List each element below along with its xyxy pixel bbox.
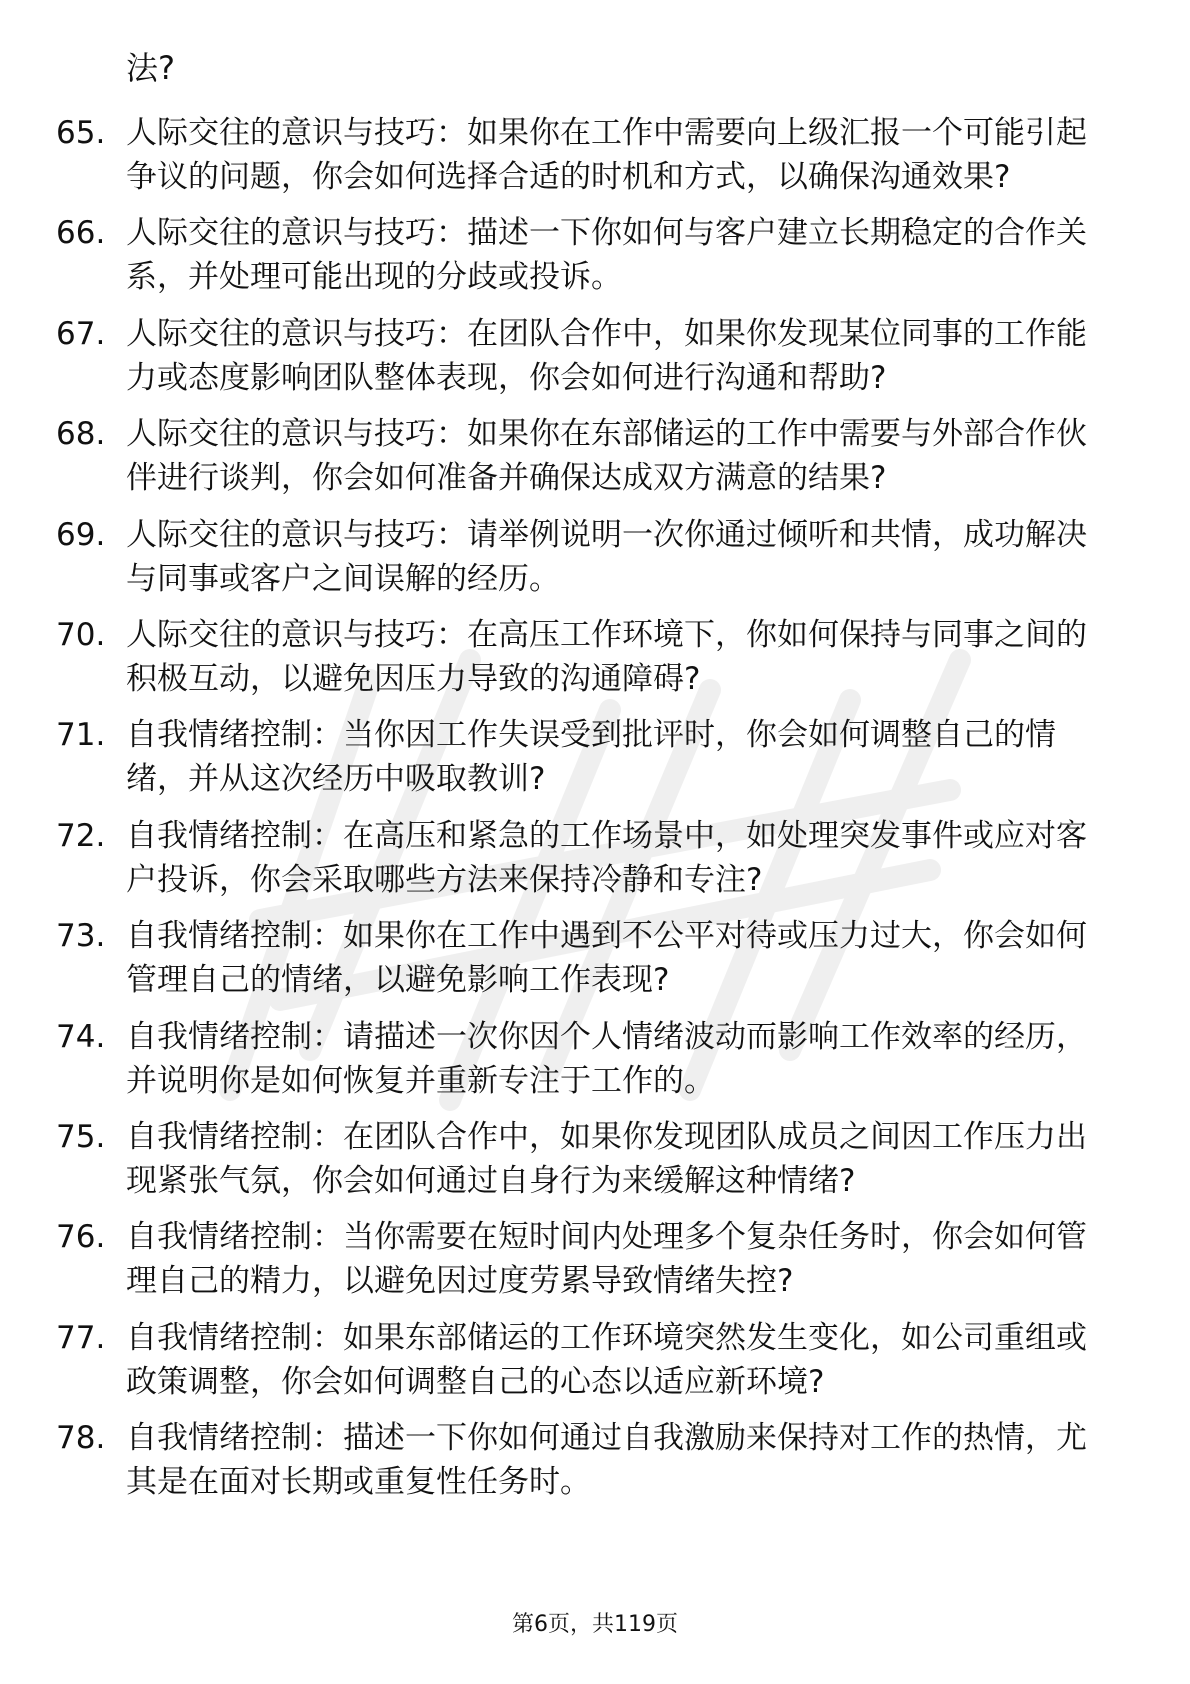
question-text: 自我情绪控制：如果东部储运的工作环境突然发生变化，如公司重组或政策调整，你会如何调整自己的心态以适应新环境? — [126, 1319, 1087, 1400]
question-number: 78. — [56, 1420, 106, 1457]
question-item — [56, 1115, 1096, 1203]
question-list — [56, 111, 1096, 1516]
question-number: 77. — [56, 1319, 106, 1356]
question-number: 65. — [56, 115, 106, 151]
question-text: 自我情绪控制：当你因工作失误受到批评时，你会如何调整自己的情绪，并从这次经历中吸取教训? — [126, 717, 1056, 798]
question-item — [56, 1015, 1096, 1103]
question-item — [56, 111, 1096, 199]
question-item — [56, 914, 1096, 1002]
question-number: 66. — [56, 215, 106, 252]
question-number: 70. — [56, 616, 106, 653]
question-text: 人际交往的意识与技巧：请举例说明一次你通过倾听和共情，成功解决与同事或客户之间误解的经历。 — [126, 516, 1087, 597]
question-item — [56, 412, 1096, 500]
question-text: 自我情绪控制：在团队合作中，如果你发现团队成员之间因工作压力出现紧张气氛，你会如何通过自身行为来缓解这种情绪? — [126, 1118, 1087, 1199]
question-item — [56, 1316, 1096, 1404]
question-text: 自我情绪控制：如果你在工作中遇到不公平对待或压力过大，你会如何管理自己的情绪，以避免影响工作表现? — [126, 918, 1087, 999]
question-item — [56, 312, 1096, 400]
question-number: 71. — [56, 717, 106, 754]
question-item — [56, 1416, 1096, 1504]
question-number: 75. — [56, 1118, 106, 1155]
question-text: 人际交往的意识与技巧：如果你在工作中需要向上级汇报一个可能引起争议的问题，你会如何选择合适的时机和方式，以确保沟通效果? — [126, 115, 1087, 195]
question-text: 人际交往的意识与技巧：在高压工作环境下，你如何保持与同事之间的积极互动，以避免因压力导致的沟通障碍? — [126, 616, 1087, 697]
question-number: 68. — [56, 416, 106, 453]
question-text: 人际交往的意识与技巧：如果你在东部储运的工作中需要与外部合作伙伴进行谈判，你会如何准备并确保达成双方满意的结果? — [126, 416, 1087, 497]
question-item — [56, 814, 1096, 902]
question-text: 自我情绪控制：当你需要在短时间内处理多个复杂任务时，你会如何管理自己的精力，以避免因过度劳累导致情绪失控? — [126, 1219, 1087, 1300]
question-number: 69. — [56, 516, 106, 553]
question-number: 73. — [56, 918, 106, 955]
question-text: 自我情绪控制：请描述一次你因个人情绪波动而影响工作效率的经历，并说明你是如何恢复并重新专注于工作的。 — [126, 1018, 1087, 1099]
question-item — [56, 1215, 1096, 1303]
question-text: 自我情绪控制：在高压和紧急的工作场景中，如处理突发事件或应对客户投诉，你会采取哪些方法来保持冷静和专注? — [126, 817, 1087, 898]
question-number: 76. — [56, 1219, 106, 1256]
question-text: 人际交往的意识与技巧：在团队合作中，如果你发现某位同事的工作能力或态度影响团队整体表现，你会如何进行沟通和帮助? — [126, 315, 1087, 396]
question-text: 人际交往的意识与技巧：描述一下你如何与客户建立长期稳定的合作关系，并处理可能出现的分歧或投诉。 — [126, 215, 1087, 296]
question-item — [56, 513, 1096, 601]
question-item — [56, 613, 1096, 701]
page-number-footer: 第6页，共119页 — [512, 1612, 678, 1637]
continued-question-text: 法? — [126, 49, 175, 87]
question-item — [56, 211, 1096, 299]
question-item — [56, 713, 1096, 801]
question-number: 74. — [56, 1018, 106, 1055]
question-number: 72. — [56, 817, 106, 854]
question-text: 自我情绪控制：描述一下你如何通过自我激励来保持对工作的热情，尤其是在面对长期或重复性任务时。 — [126, 1420, 1087, 1501]
question-number: 67. — [56, 315, 106, 352]
